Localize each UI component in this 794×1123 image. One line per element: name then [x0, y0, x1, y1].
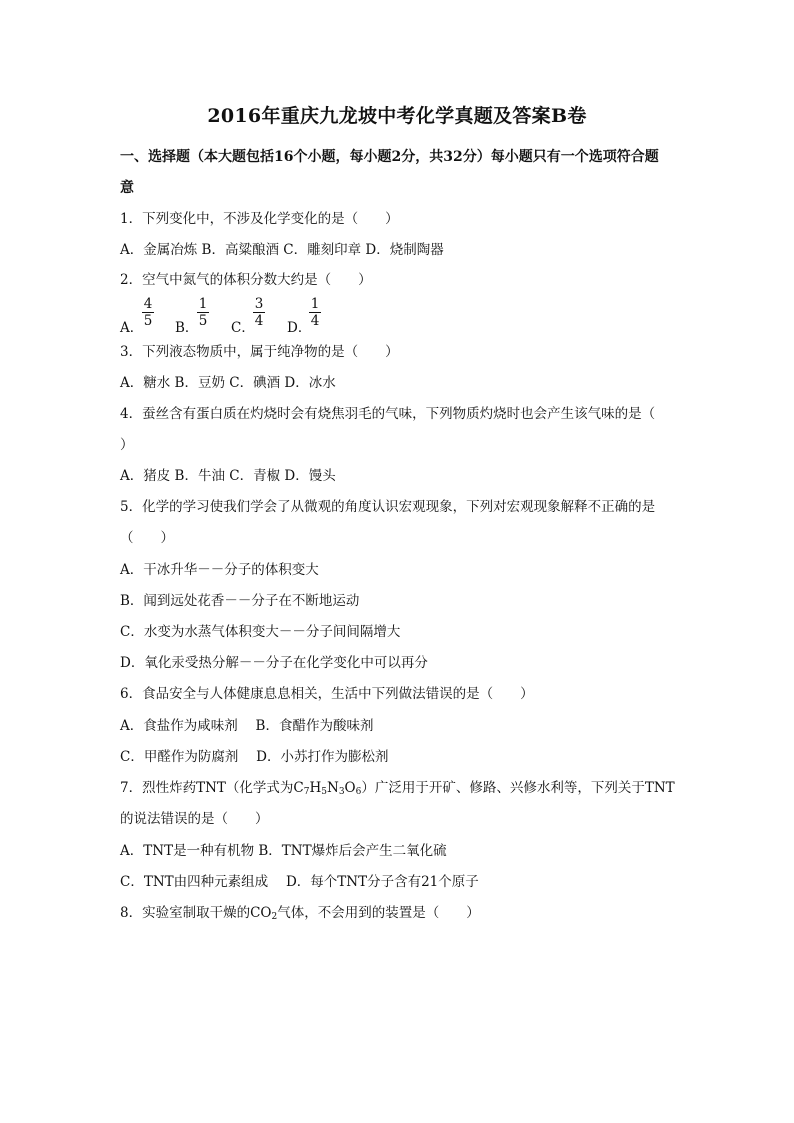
- question-7-options-2: C．TNT由四种元素组成 D．每个TNT分子含有21个原子: [120, 874, 479, 890]
- question-3-options: A．糖水 B．豆奶 C．碘酒 D．冰水: [120, 375, 336, 391]
- question-5-option-d: D．氧化汞受热分解－－分子在化学变化中可以再分: [120, 655, 428, 671]
- question-1-stem: 1．下列变化中，不涉及化学变化的是（ ）: [120, 211, 399, 227]
- question-4-stem: 4．蚕丝含有蛋白质在灼烧时会有烧焦羽毛的气味，下列物质灼烧时也会产生该气味的是（: [120, 406, 656, 422]
- fraction: 4 5: [143, 296, 153, 329]
- fraction: 1 4: [310, 296, 320, 329]
- question-5-option-b: B．闻到远处花香－－分子在不断地运动: [120, 593, 360, 609]
- question-5-stem: 5．化学的学习使我们学会了从微观的角度认识宏观现象，下列对宏观现象解释不正确的是: [120, 499, 656, 515]
- question-4-stem-cont: ）: [120, 437, 134, 453]
- question-2-stem: 2．空气中氮气的体积分数大约是（ ）: [120, 272, 372, 288]
- question-7-stem: 7．烈性炸药TNT（化学式为$C_7H_5N_3O_6$）广泛用于开矿、修路、兴修水利等，下列关于TNT: [120, 780, 675, 797]
- question-5-option-a: A．干冰升华－－分子的体积变大: [120, 562, 319, 578]
- fraction: 3 4: [254, 296, 264, 329]
- page-title: 2016年重庆九龙坡中考化学真题及答案B卷: [207, 105, 587, 127]
- fraction: 1 5: [198, 296, 208, 329]
- question-6-stem: 6．食品安全与人体健康息息相关，生活中下列做法错误的是（ ）: [120, 686, 534, 702]
- question-6-options-2: C．甲醛作为防腐剂 D．小苏打作为膨松剂: [120, 749, 389, 765]
- question-5-stem-cont: （ ）: [120, 530, 174, 546]
- question-7-stem-cont: 的说法错误的是（ ）: [120, 811, 269, 827]
- question-6-options-1: A．食盐作为咸味剂 B．食醋作为酸味剂: [120, 718, 374, 734]
- section-heading-cont: 意: [120, 180, 134, 196]
- question-3-stem: 3．下列液态物质中，属于纯净物的是（ ）: [120, 344, 399, 360]
- question-8-stem: 8．实验室制取干燥的$CO_2$气体，不会用到的装置是（ ）: [120, 905, 480, 922]
- question-1-options: A．金属冶炼 B．高粱酿酒 C．雕刻印章 D．烧制陶器: [120, 242, 444, 258]
- question-7-options-1: A．TNT是一种有机物 B．TNT爆炸后会产生二氧化硫: [120, 843, 447, 859]
- question-5-option-c: C．水变为水蒸气体积变大－－分子间间隔增大: [120, 624, 401, 640]
- question-4-options: A．猪皮 B．牛油 C．青椒 D．馒头: [120, 468, 336, 484]
- section-heading: 一、选择题（本大题包括16个小题，每小题2分，共32分）每小题只有一个选项符合题: [120, 149, 659, 165]
